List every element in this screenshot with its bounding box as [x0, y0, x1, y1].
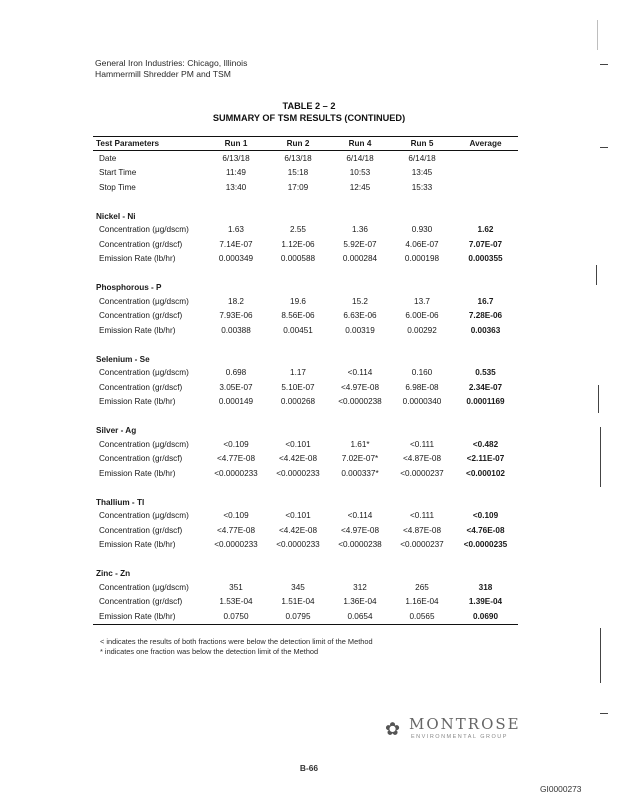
section-heading-row	[93, 210, 518, 223]
value-cell: <0.101	[285, 511, 311, 521]
row-label: Emission Rate (lb/hr)	[99, 397, 176, 407]
section-heading-row	[93, 424, 518, 437]
row-label: Emission Rate (lb/hr)	[99, 325, 176, 335]
scan-edge-mark	[596, 265, 597, 285]
scan-edge-mark	[600, 713, 608, 714]
table-row	[93, 395, 518, 410]
value-cell: <0.0000238	[338, 540, 382, 550]
average-cell: 7.07E-07	[468, 239, 503, 249]
value-cell: 18.2	[228, 296, 244, 306]
value-cell: <0.111	[409, 511, 435, 521]
section-heading-row	[93, 567, 518, 580]
value-cell: 0.00388	[221, 325, 251, 335]
average-cell: 16.7	[477, 296, 494, 306]
column-header: Average	[453, 137, 518, 151]
value-cell: 0.00292	[407, 325, 437, 335]
value-cell: 6.98E-08	[405, 382, 439, 392]
value-cell: <4.42E-08	[278, 454, 317, 464]
value-cell: 13:45	[411, 168, 433, 178]
value-cell: 6/14/18	[408, 153, 436, 163]
column-header: Test Parameters	[93, 137, 205, 151]
bates-number: GI0000273	[540, 784, 582, 794]
scan-edge-mark	[600, 628, 601, 683]
value-cell: <4.77E-08	[216, 525, 255, 535]
value-cell: 0.000198	[404, 254, 440, 264]
value-cell: <0.0000237	[400, 540, 444, 550]
average-cell: 0.535	[475, 368, 496, 378]
value-cell: 345	[291, 582, 305, 592]
row-label: Start Time	[99, 168, 137, 178]
value-cell: <0.0000233	[214, 540, 258, 550]
value-cell: 5.92E-07	[343, 239, 377, 249]
logo-mark-icon: ✿	[385, 719, 401, 739]
value-cell: <4.97E-08	[340, 525, 379, 535]
average-cell	[453, 166, 518, 181]
spacer-cell	[93, 481, 518, 496]
value-cell: 1.12E-06	[281, 239, 315, 249]
average-cell: 0.0690	[453, 609, 518, 624]
table-row	[93, 309, 518, 324]
average-cell	[453, 151, 518, 166]
value-cell: 6/14/18	[346, 153, 374, 163]
value-cell: 1.53E-04	[219, 597, 253, 607]
value-cell: <0.101	[285, 439, 311, 449]
tsm-results-table	[93, 136, 518, 625]
value-cell: 0.00319	[345, 325, 375, 335]
value-cell: <0.0000233	[214, 468, 258, 478]
value-cell: 17:09	[287, 182, 309, 192]
average-cell: <2.11E-07	[466, 454, 505, 464]
value-cell: 5.10E-07	[281, 382, 315, 392]
value-cell: <0.109	[223, 511, 249, 521]
page-number: B-66	[299, 763, 319, 773]
spacer-cell	[93, 195, 518, 210]
section-heading-row	[93, 281, 518, 294]
table-title-number: TABLE 2 – 2	[282, 101, 336, 111]
table-row	[93, 609, 518, 624]
table-title-caption: SUMMARY OF TSM RESULTS (CONTINUED)	[212, 113, 406, 123]
value-cell: <0.0000233	[276, 540, 320, 550]
average-cell: 318	[478, 582, 493, 592]
value-cell: <4.97E-08	[340, 382, 379, 392]
row-label: Emission Rate (lb/hr)	[93, 609, 205, 624]
value-cell: 6/13/18	[284, 153, 312, 163]
spacer-cell	[93, 409, 518, 424]
value-cell: 312	[353, 582, 367, 592]
value-cell: 6/13/18	[222, 153, 250, 163]
average-cell: <4.76E-08	[466, 525, 505, 535]
value-cell: 6.63E-06	[343, 311, 377, 321]
value-cell: <4.87E-08	[402, 525, 441, 535]
spacer-row	[93, 409, 518, 424]
table-row	[93, 252, 518, 267]
value-cell: 15:33	[411, 182, 433, 192]
section-heading: Thallium - Tl	[96, 497, 145, 507]
row-label: Date	[99, 153, 117, 163]
value-cell: 3.05E-07	[219, 382, 253, 392]
row-label: Concentration (μg/dscm)	[99, 582, 189, 592]
row-label: Emission Rate (lb/hr)	[99, 254, 176, 264]
value-cell: 1.36E-04	[343, 597, 377, 607]
value-cell: 19.6	[290, 296, 306, 306]
spacer-row	[93, 195, 518, 210]
table-row	[93, 437, 518, 452]
value-cell: 7.02E-07*	[341, 454, 379, 464]
row-label: Concentration (gr/dscf)	[99, 382, 183, 392]
value-cell: <4.77E-08	[216, 454, 255, 464]
scan-edge-mark	[598, 385, 599, 413]
value-cell: 0.000284	[342, 254, 378, 264]
average-cell: <0.482	[472, 439, 499, 449]
average-cell: 2.34E-07	[468, 382, 503, 392]
value-cell: 1.63	[228, 225, 244, 235]
section-heading: Nickel - Ni	[96, 211, 136, 221]
value-cell: <0.114	[347, 368, 373, 378]
value-cell: 6.00E-06	[405, 311, 439, 321]
value-cell: <4.87E-08	[402, 454, 441, 464]
value-cell: 265	[415, 582, 429, 592]
table-row	[93, 538, 518, 553]
table-row	[93, 595, 518, 610]
table-row	[93, 166, 518, 181]
value-cell: 15:18	[287, 168, 309, 178]
average-cell: 7.28E-06	[468, 311, 503, 321]
montrose-logo	[385, 715, 520, 743]
row-label: Emission Rate (lb/hr)	[99, 540, 176, 550]
value-cell: 0.0000340	[402, 397, 442, 407]
row-label: Concentration (gr/dscf)	[99, 597, 183, 607]
table-row	[93, 366, 518, 381]
column-header: Run 5	[391, 137, 453, 151]
average-cell: 1.39E-04	[468, 597, 503, 607]
value-cell: <4.42E-08	[278, 525, 317, 535]
value-cell: 1.17	[290, 368, 306, 378]
value-cell: 0.00451	[283, 325, 313, 335]
table-body	[93, 151, 518, 625]
value-cell: 7.14E-07	[219, 239, 253, 249]
column-header: Run 4	[329, 137, 391, 151]
value-cell: 0.0750	[205, 609, 267, 624]
section-heading: Zinc - Zn	[96, 569, 131, 578]
table-row	[93, 237, 518, 252]
spacer-row	[93, 552, 518, 567]
section-heading-row	[93, 353, 518, 366]
footnote-below-detection: < indicates the results of both fractions were below the detection limit of the Method	[100, 637, 373, 646]
spacer-cell	[93, 266, 518, 281]
row-label: Stop Time	[99, 182, 136, 192]
table-row	[93, 380, 518, 395]
average-cell: <0.109	[472, 511, 499, 521]
average-cell: 1.62	[477, 225, 494, 235]
value-cell: 1.61*	[350, 439, 370, 449]
row-label: Concentration (gr/dscf)	[99, 454, 183, 464]
spacer-row	[93, 266, 518, 281]
table-row	[93, 580, 518, 595]
logo-name: MONTROSE	[409, 715, 521, 733]
average-cell: 0.00363	[470, 325, 501, 335]
spacer-row	[93, 481, 518, 496]
scan-edge-mark	[600, 147, 608, 148]
header-line-1: General Iron Industries: Chicago, Illinois	[95, 58, 248, 68]
table-row	[93, 323, 518, 338]
value-cell: 12:45	[349, 182, 371, 192]
row-label: Concentration (gr/dscf)	[99, 239, 183, 249]
column-header: Run 1	[205, 137, 267, 151]
average-cell: <0.000102	[466, 468, 505, 478]
spacer-row	[93, 338, 518, 353]
value-cell: 1.16E-04	[405, 597, 439, 607]
value-cell: 0.0565	[391, 609, 453, 624]
value-cell: 0.000149	[218, 397, 254, 407]
header-line-2: Hammermill Shredder PM and TSM	[95, 69, 231, 79]
section-heading: Phosphorous - P	[96, 283, 162, 292]
average-cell: <0.0000235	[463, 540, 508, 550]
row-label: Emission Rate (lb/hr)	[99, 468, 176, 478]
scan-edge-mark	[600, 427, 601, 487]
value-cell: <0.0000238	[338, 397, 382, 407]
value-cell: 351	[229, 582, 243, 592]
average-cell: 0.0001169	[466, 397, 505, 407]
average-cell: 0.000355	[468, 254, 503, 264]
table-row	[93, 509, 518, 524]
value-cell: <0.0000233	[276, 468, 320, 478]
value-cell: 0.930	[411, 225, 433, 235]
row-label: Concentration (μg/dscm)	[99, 225, 189, 235]
value-cell: <0.109	[223, 439, 249, 449]
spacer-cell	[93, 338, 518, 353]
column-header: Run 2	[267, 137, 329, 151]
value-cell: 0.000337*	[341, 468, 379, 478]
value-cell: <0.114	[347, 511, 373, 521]
value-cell: 13.7	[414, 296, 430, 306]
table-row	[93, 180, 518, 195]
average-cell	[453, 180, 518, 195]
row-label: Concentration (μg/dscm)	[99, 511, 189, 521]
scan-edge-mark	[600, 64, 608, 65]
table-row	[93, 294, 518, 309]
table-row	[93, 223, 518, 238]
table-header-row	[93, 137, 518, 151]
value-cell: 4.06E-07	[405, 239, 439, 249]
value-cell: 0.0795	[267, 609, 329, 624]
footnote-one-fraction: * indicates one fraction was below the detection limit of the Method	[100, 647, 319, 656]
value-cell: <0.0000237	[400, 468, 444, 478]
section-heading: Silver - Ag	[96, 426, 137, 435]
scan-edge-mark	[597, 20, 598, 50]
value-cell: 8.56E-06	[281, 311, 315, 321]
value-cell: 0.160	[411, 368, 433, 378]
value-cell: 1.51E-04	[281, 597, 315, 607]
value-cell: 7.93E-06	[219, 311, 253, 321]
spacer-cell	[93, 552, 518, 567]
value-cell: 0.698	[225, 368, 247, 378]
value-cell: 0.000588	[280, 254, 316, 264]
value-cell: 0.0654	[329, 609, 391, 624]
section-heading-row	[93, 496, 518, 509]
value-cell: 15.2	[352, 296, 368, 306]
value-cell: 1.36	[352, 225, 368, 235]
row-label: Concentration (μg/dscm)	[99, 368, 189, 378]
value-cell: 2.55	[290, 225, 306, 235]
row-label: Concentration (gr/dscf)	[99, 525, 183, 535]
section-heading: Selenium - Se	[96, 354, 150, 364]
table-row	[93, 452, 518, 467]
value-cell: 10:53	[349, 168, 371, 178]
logo-tagline: ENVIRONMENTAL GROUP	[411, 734, 508, 740]
value-cell: <0.111	[409, 439, 435, 449]
value-cell: 0.000349	[218, 254, 254, 264]
value-cell: 0.000268	[280, 397, 316, 407]
table-row	[93, 466, 518, 481]
row-label: Concentration (μg/dscm)	[99, 296, 189, 306]
table-row	[93, 151, 518, 166]
value-cell: 11:49	[226, 168, 246, 178]
table-row	[93, 523, 518, 538]
row-label: Concentration (gr/dscf)	[99, 311, 183, 321]
value-cell: 13:40	[225, 182, 247, 192]
row-label: Concentration (μg/dscm)	[99, 439, 189, 449]
